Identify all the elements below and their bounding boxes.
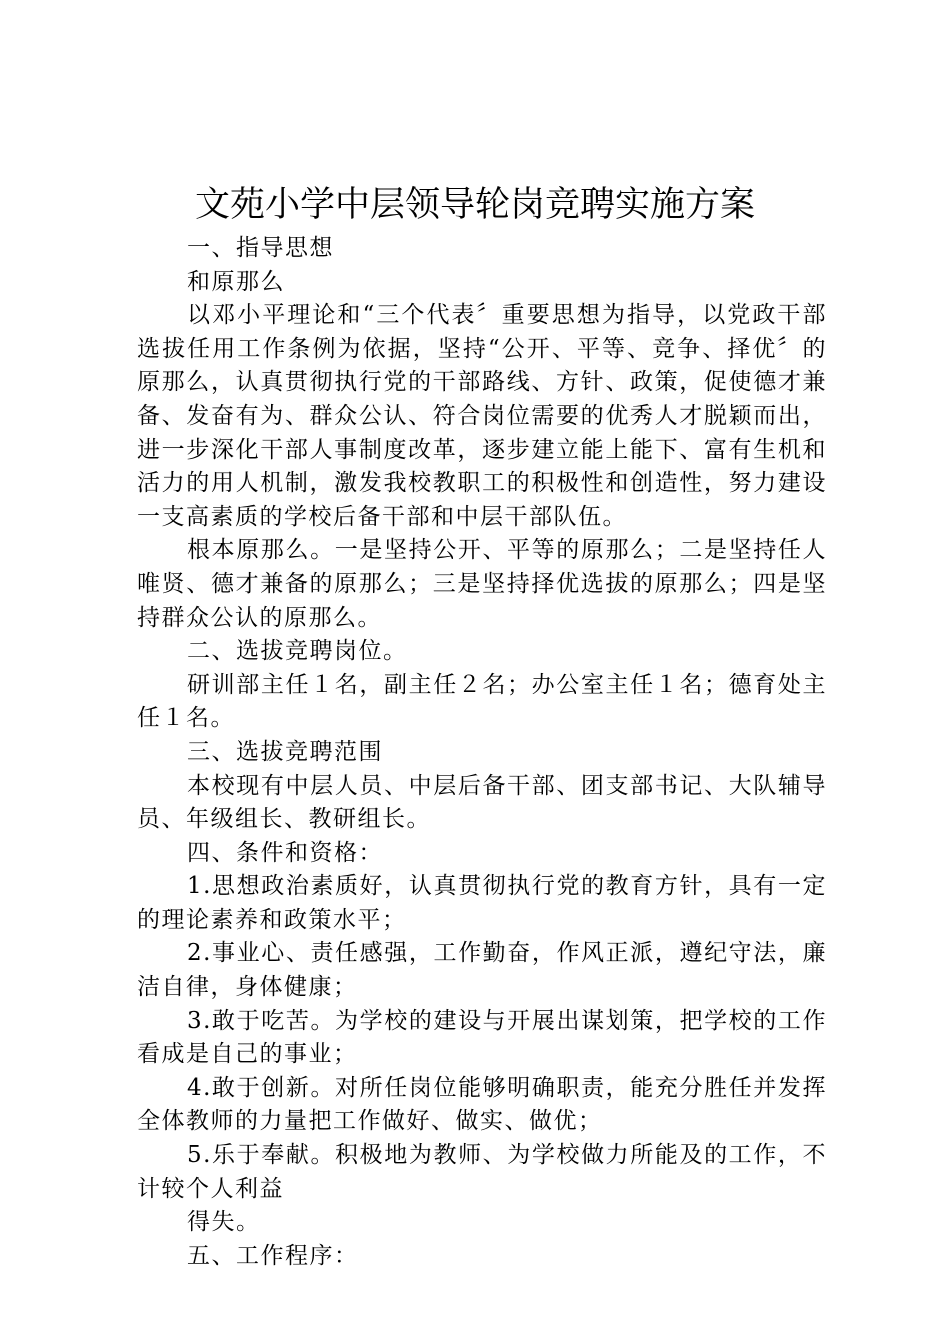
section-heading-guiding-thought: 一、指导思想 — [187, 235, 334, 261]
list-item: 4.敢于创新。对所任岗位能够明确职责，能充分胜任并发挥全体教师的力量把工作做好、做实、做优； — [137, 1074, 827, 1135]
document-title: 文苑小学中层领导轮岗竞聘实施方案 — [194, 185, 755, 225]
document-body — [137, 232, 827, 1273]
list-item: 5.乐于奉献。积极地为教师、为学校做力所能及的工作，不计较个人利益 — [137, 1142, 827, 1202]
section-heading-conditions: 四、条件和资格： — [187, 839, 383, 866]
section-heading-procedure: 五、工作程序： — [187, 1242, 359, 1269]
paragraph: 本校现有中层人员、中层后备干部、团支部书记、大队辅导员、年级组长、教研组长。 — [137, 772, 827, 833]
section-heading-positions: 二、选拔竞聘岗位。 — [187, 638, 408, 665]
paragraph: 得失。 — [187, 1209, 261, 1236]
list-item: 3.敢于吃苦。为学校的建设与开展出谋划策，把学校的工作看成是自己的事业； — [137, 1007, 827, 1068]
paragraph: 以邓小平理论和“三个代表〞重要思想为指导，以党政干部选拔任用工作条例为依据，坚持“公开、平等、竞争、择优〞的原那么，认真贯彻执行党的干部路线、方针、政策，促使德才兼备、发奋有为、群众公认、符合岗位需要的优秀人才脱颖而出，进一步深化干部人事制度改革，逐步建立能上能下、富有生机和活力的用人机制，激发我校教职工的积极性和创造性，努力建设一支高素质的学校后备干部和中层干部队伍。 — [137, 302, 827, 530]
paragraph: 和原那么 — [187, 268, 285, 295]
section-heading-scope: 三、选拔竞聘范围 — [187, 738, 383, 765]
list-item: 1.思想政治素质好，认真贯彻执行党的教育方针，具有一定的理论素养和政策水平； — [137, 873, 827, 933]
paragraph: 研训部主任１名，副主任２名；办公室主任１名；德育处主任１名。 — [137, 671, 827, 732]
paragraph: 根本原那么。一是坚持公开、平等的原那么；二是坚持任人唯贤、德才兼备的原那么；三是坚持择优选拔的原那么；四是坚持群众公认的原那么。 — [137, 537, 827, 631]
list-item: 2.事业心、责任感强，工作勤奋，作风正派，遵纪守法，廉洁自律，身体健康； — [137, 940, 827, 1001]
